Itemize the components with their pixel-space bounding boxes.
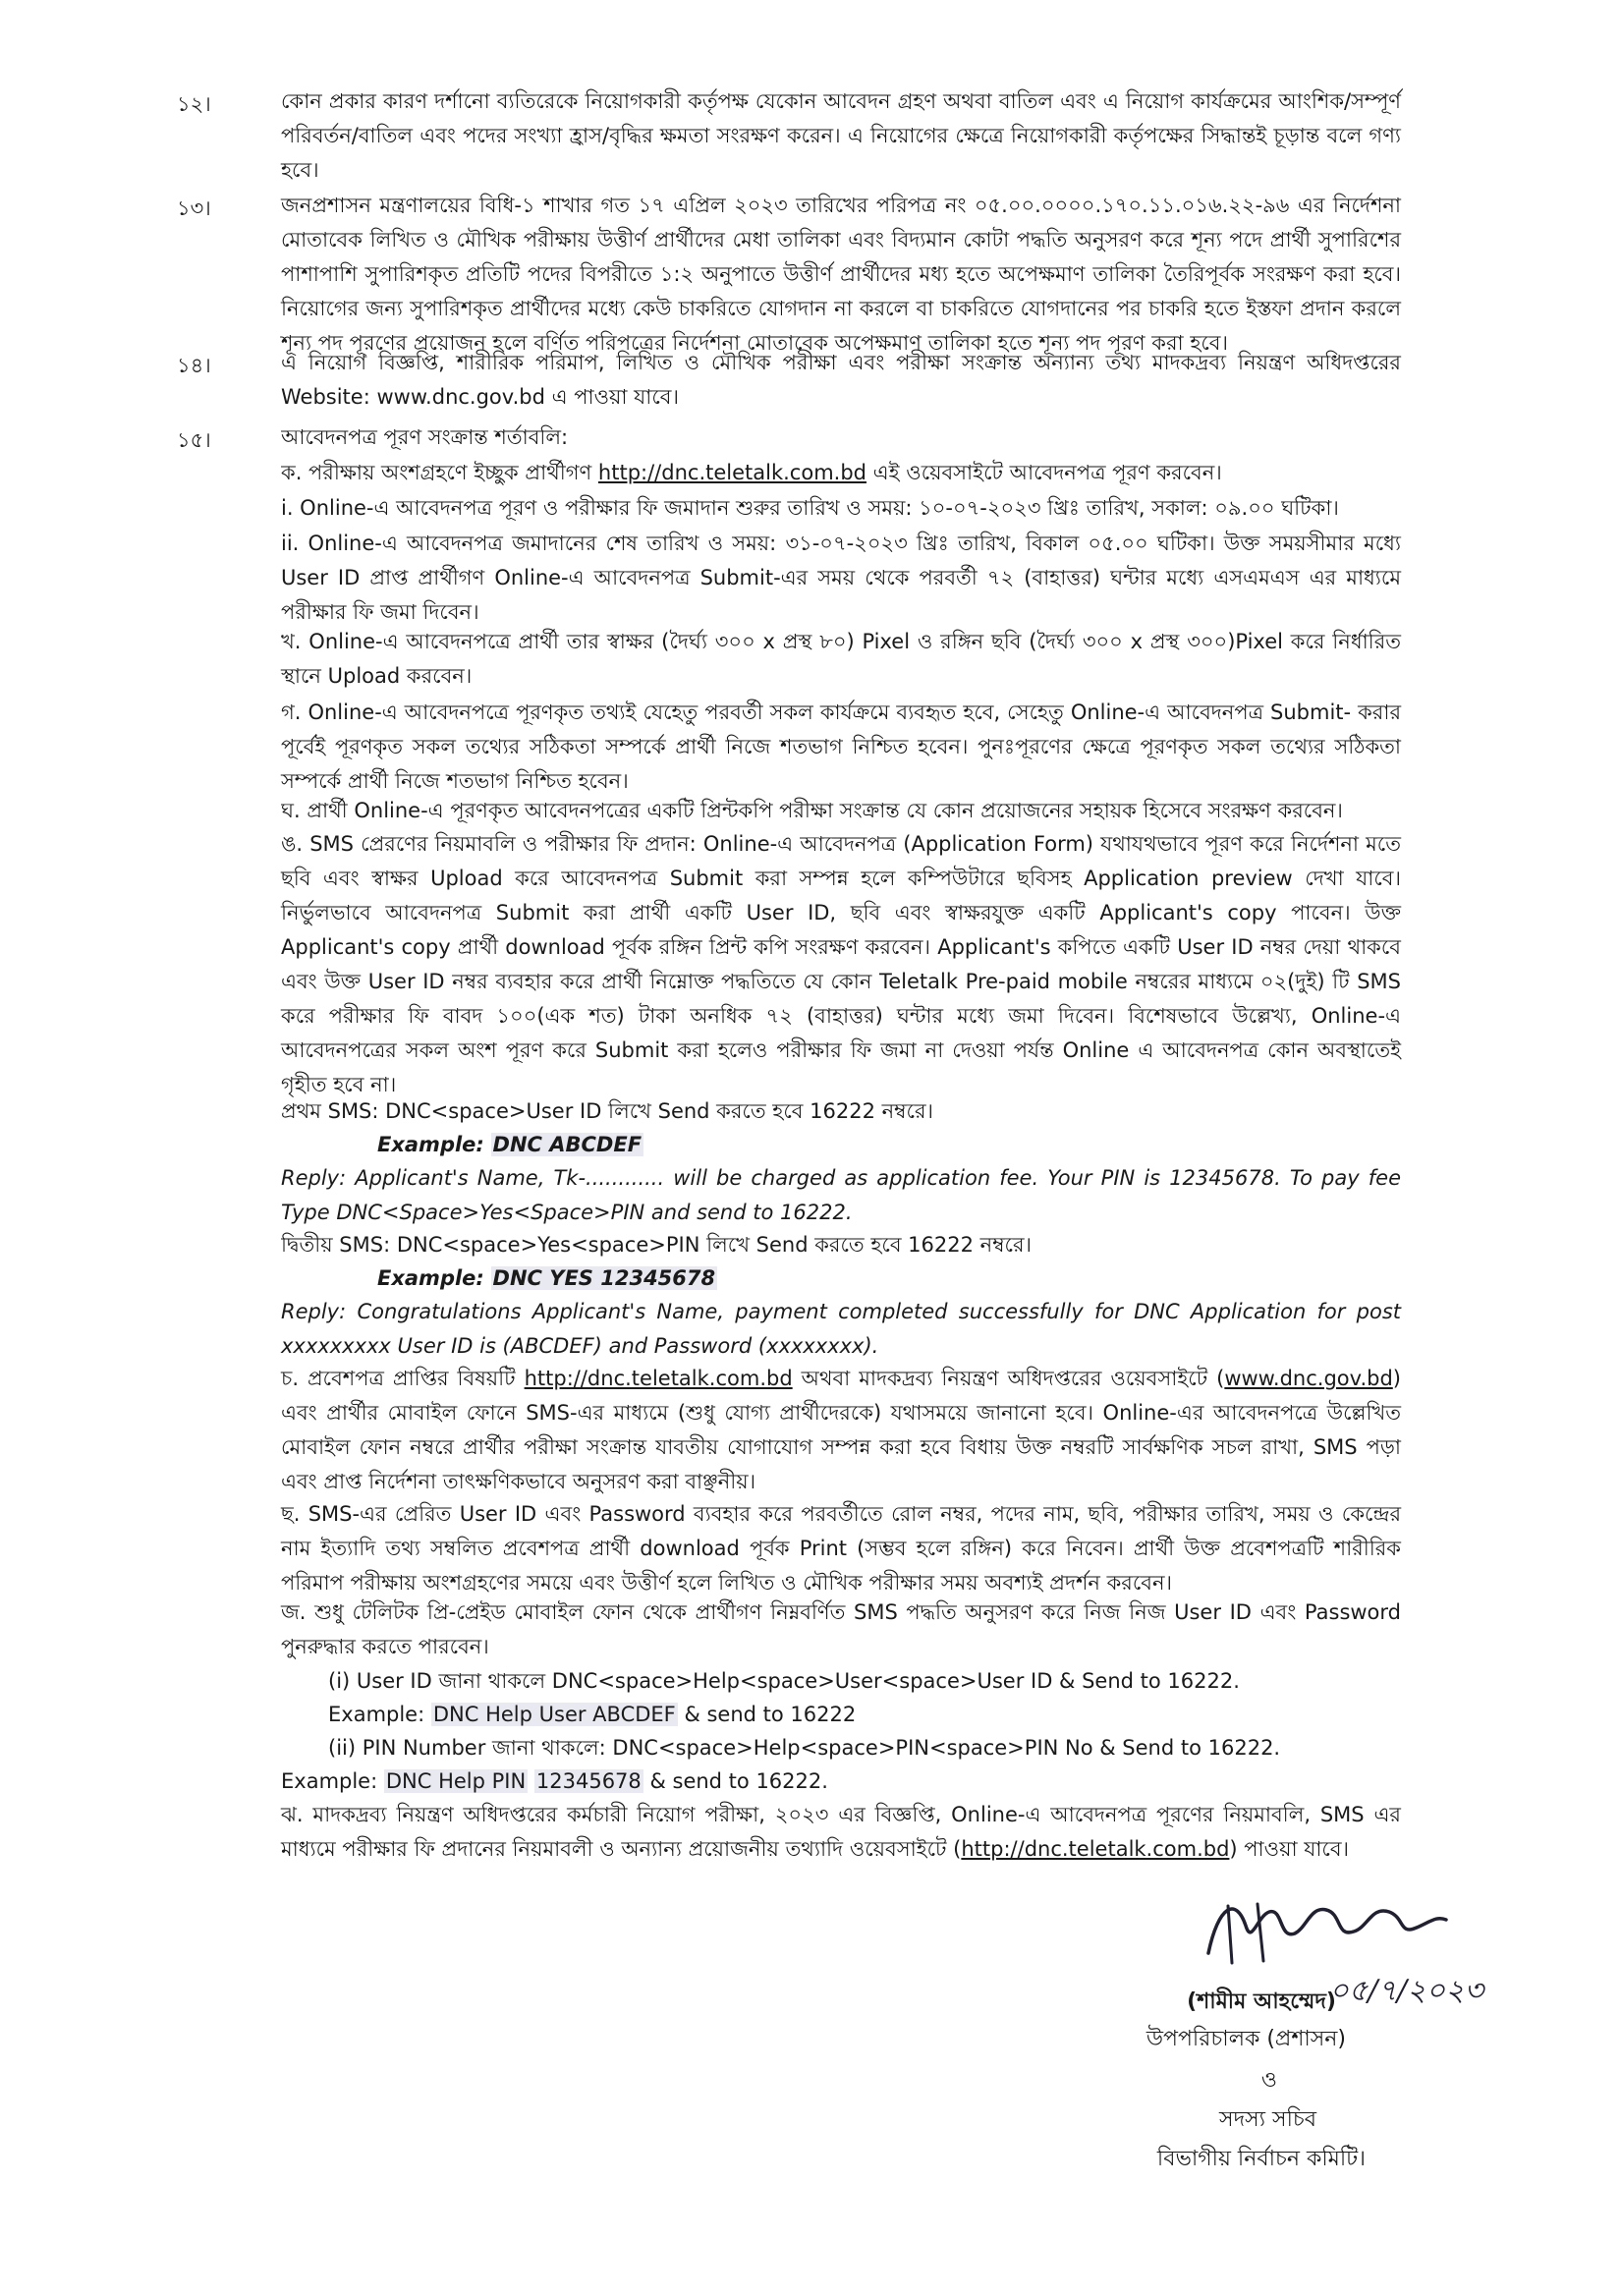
item-13-text: জনপ্রশাসন মন্ত্রণালয়ের বিধি-১ শাখার গত ১৭ এপ্রিল ২০২৩ তারিখের পরিপত্র নং ০৫.০০.০০০০.১৭০.১১.০১৬.২২-৯৬ এর নির্দেশনা মোতাবেক লিখিত ও মৌখিক পরীক্ষায় উত্তীর্ণ প্রার্থীদের মেধা তালিকা এবং বিদ্যমান কোটা পদ্ধতি অনুসরণ করে শূন্য পদে প্রার্থী সুপারিশের পাশাপাশি সুপারিশকৃত প্রতিটি পদের বিপরীতে ১:২ অনুপাতে উত্তীর্ণ প্রার্থীদের মধ্য হতে অপেক্ষমাণ তালিকা তৈরিপূর্বক সংরক্ষণ করা হবে। নিয়োগের জন্য সুপারিশকৃত প্রার্থীদের মধ্যে কেউ চাকরিতে যোগদান না করলে বা চাকরিতে যোগদানের পর চাকরি হতে ইস্তফা প্রদান করলে শূন্য পদ পূরণের প্রয়োজন হলে বর্ণিত পরিপত্রের নির্দেশনা মোতাবেক অপেক্ষমাণ তালিকা হতে শূন্য পদ পূরণ করা হবে। [281,194,1401,355]
signatory-designation: উপপরিচালক (প্রশাসন) [1146,2027,1346,2051]
signatory-name: (শামীম আহম্মেদ) [1187,1989,1336,2014]
teletalk-link[interactable]: http://dnc.teletalk.com.bd [597,461,866,484]
j-example-2-prefix: Example: [281,1769,384,1793]
clause-ng: ঙ. SMS প্রেরণের নিয়মাবলি ও পরীক্ষার ফি প্রদান: Online-এ আবেদনপত্র (Application Form) যথাযথভাবে পূরণ করে নির্দেশনা মতে ছবি এবং স্বাক্ষর Upload করে আবেদনপত্র Submit করা সম্পন্ন হলে কম্পিউটারে ছবিসহ Application preview দেখা যাবে। নির্ভুলভাবে আবেদনপত্র Submit করা প্রার্থী একটি User ID, ছবি এবং স্বাক্ষরযুক্ত একটি Applicant's copy পাবেন। উক্ত Applicant's copy প্রার্থী download পূর্বক রঙ্গিন প্রিন্ট কপি সংরক্ষণ করবেন। Applicant's কপিতে একটি User ID নম্বর দেয়া থাকবে এবং উক্ত User ID নম্বর ব্যবহার করে প্রার্থী নিম্নোক্ত পদ্ধতিতে যে কোন Teletalk Pre-paid mobile নম্বরের মাধ্যমে ০২(দুই) টি SMS করে পরীক্ষার ফি বাবদ ১০০(এক শত) টাকা অনধিক ৭২ (বাহাত্তর) ঘন্টার মধ্যে জমা দিবেন। বিশেষভাবে উল্লেখ্য, Online-এ আবেদনপত্রের সকল অংশ পূরণ করে Submit করা হলেও পরীক্ষার ফি জমা না দেওয়া পর্যন্ত Online এ আবেদনপত্র কোন অবস্থাতেই গৃহীত হবে না। [281,832,1402,1096]
j-example-2-pin: 12345678 [535,1769,642,1793]
handwritten-date: ০৫/৭/২০২৩ [1329,1974,1483,2008]
clause-k-text: ক. পরীক্ষায় অংশগ্রহণে ইচ্ছুক প্রার্থীগণ [281,461,598,484]
clause-chh: ছ. SMS-এর প্রেরিত User ID এবং Password ব্যবহার করে পরবর্তীতে রোল নম্বর, পদের নাম, ছবি, পরীক্ষার তারিখ, সময় ও কেন্দ্রের নাম ইত্যাদি তথ্য সম্বলিত প্রবেশপত্র প্রার্থী download পূর্বক Print (সম্ভব হলে রঙ্গিন) করে নিবেন। প্রার্থী উক্ত প্রবেশপত্রটি শারীরিক পরিমাপ পরীক্ষায় অংশগ্রহণের সময়ে এবং উত্তীর্ণ হলে লিখিত ও মৌখিক পরীক্ষার সময় অবশ্যই প্রদর্শন করবেন। [281,1502,1401,1595]
clause-k-tail: এই ওয়েবসাইটে আবেদনপত্র পূরণ করবেন। [866,461,1222,484]
second-sms-instruction: দ্বিতীয় SMS: DNC<space>Yes<space>PIN লিখে Send করতে হবে 16222 নম্বরে। [281,1233,1033,1257]
clause-k [281,456,1401,490]
dnc-website-link[interactable]: www.dnc.gov.bd [1224,1367,1393,1390]
item-number-13: ১৩। [177,196,211,220]
reply-1: Reply: Applicant's Name, Tk-............ will be charged as application fee. Your PIN is 12345678. To pay fee Type DNC<Space>Yes<Space>PIN and send to 16222. [281,1166,1401,1224]
signatory-role: সদস্য সচিব [1219,2107,1316,2132]
clause-g: গ. Online-এ আবেদনপত্রে পূরণকৃত তথ্যই যেহেতু পরবর্তী সকল কার্যক্রমে ব্যবহৃত হবে, সেহেতু Online-এ আবেদনপত্র Submit- করার পূর্বেই পূরণকৃত সকল তথ্যের সঠিকতা সম্পর্কে প্রার্থী নিজে শতভাগ নিশ্চিত হবেন। পুনঃপূরণের ক্ষেত্রে পূরণকৃত সকল তথ্যের সঠিকতা সম্পর্কে প্রার্থী নিজে শতভাগ নিশ্চিত হবেন। [281,700,1401,793]
clause-ch [281,1362,1401,1499]
item-number-12: ১২। [177,92,211,116]
clause-jh-tail: ) পাওয়া যাবে। [1229,1837,1350,1861]
clause-ch-text: চ. প্রবেশপত্র প্রাপ্তির বিষয়টি [281,1367,525,1390]
teletalk-link-3[interactable]: http://dnc.teletalk.com.bd [961,1837,1230,1861]
clause-gh: ঘ. প্রার্থী Online-এ পূরণকৃত আবেদনপত্রের একটি প্রিন্টকপি পরীক্ষা সংক্রান্ত যে কোন প্রয়োজনের সহায়ক হিসেবে সংরক্ষণ করবেন। [281,799,1343,822]
teletalk-link-2[interactable]: http://dnc.teletalk.com.bd [524,1367,793,1390]
clause-k-ii: ii. Online-এ আবেদনপত্র জমাদানের শেষ তারিখ ও সময়: ৩১-০৭-২০২৩ খ্রিঃ তারিখ, বিকাল ০৫.০০ ঘটিকা। উক্ত সময়সীমার মধ্যে User ID প্রাপ্ত প্রার্থীগণ Online-এ আবেদনপত্র Submit-এর সময় থেকে পরবর্তী ৭২ (বাহাত্তর) ঘন্টার মধ্যে এসএমএস এর মাধ্যমে পরীক্ষার ফি জমা দিবেন। [281,532,1401,624]
example-1-value: DNC ABCDEF [492,1133,643,1156]
reply-2: Reply: Congratulations Applicant's Name, payment completed successfully for DNC Application for post xxxxxxxxx User ID is (ABCDEF) and Password (xxxxxxxx). [281,1300,1401,1358]
clause-j-example-2 [281,1764,828,1799]
signatory-conjunction: ও [1260,2068,1277,2093]
clause-jh-text: ঝ. মাদকদ্রব্য নিয়ন্ত্রণ অধিদপ্তরের কর্মচারী নিয়োগ পরীক্ষা, ২০২৩ এর বিজ্ঞপ্তি, Online-এ আবেদনপত্র পূরণের নিয়মাবলি, SMS এর মাধ্যমে পরীক্ষার ফি প্রদানের নিয়মাবলী ও অন্যান্য প্রয়োজনীয় তথ্যাদি ওয়েবসাইটে ( [281,1803,1401,1861]
item-12-text: কোন প্রকার কারণ দর্শানো ব্যতিরেকে নিয়োগকারী কর্তৃপক্ষ যেকোন আবেদন গ্রহণ অথবা বাতিল এবং এ নিয়োগ কার্যক্রমের আংশিক/সম্পূর্ণ পরিবর্তন/বাতিল এবং পদের সংখ্যা হ্রাস/বৃদ্ধির ক্ষমতা সংরক্ষণ করেন। এ নিয়োগের ক্ষেত্রে নিয়োগকারী কর্তৃপক্ষের সিদ্ধান্তই চূড়ান্ত বলে গণ্য হবে। [281,89,1401,182]
first-sms-instruction: প্রথম SMS: DNC<space>User ID লিখে Send করতে হবে 16222 নম্বরে। [281,1099,934,1123]
example-2-label: Example: [377,1266,484,1290]
clause-k-i: i. Online-এ আবেদনপত্র পূরণ ও পরীক্ষার ফি জমাদান শুরুর তারিখ ও সময়: ১০-০৭-২০২৩ খ্রিঃ তারিখ, সকাল: ০৯.০০ ঘটিকা। [281,496,1339,520]
j-example-1-suffix: & send to 16222 [677,1703,857,1726]
clause-ch-mid: অথবা মাদকদ্রব্য নিয়ন্ত্রণ অধিদপ্তরের ওয়েবসাইটে ( [792,1367,1225,1390]
example-2-value: DNC YES 12345678 [492,1266,716,1290]
example-2 [377,1261,717,1296]
item-number-15: ১৫। [177,428,211,452]
j-example-2-value: DNC Help PIN [385,1769,527,1793]
item-14-text: এ নিয়োগ বিজ্ঞপ্তি, শারীরিক পরিমাপ, লিখিত ও মৌখিক পরীক্ষা এবং পরীক্ষা সংক্রান্ত অন্যান্য তথ্য মাদকদ্রব্য নিয়ন্ত্রণ অধিদপ্তরের Website: www.dnc.gov.bd এ পাওয়া যাবে। [281,351,1401,409]
signature-block [1146,1876,1483,2191]
item-15-heading: আবেদনপত্র পূরণ সংক্রান্ত শর্তাবলি: [281,425,569,449]
j-example-2-space [528,1769,534,1793]
j-example-1-value: DNC Help User ABCDEF [432,1703,676,1726]
example-1 [377,1128,643,1162]
item-number-14: ১৪। [177,354,211,377]
clause-ch-tail: ) এবং প্রার্থীর মোবাইল ফোনে SMS-এর মাধ্যমে (শুধু যোগ্য প্রার্থীদেরকে) যথাসময়ে জানানো হবে। Online-এর আবেদনপত্রে উল্লেখিত মোবাইল ফোন নম্বরে প্রার্থীর পরীক্ষা সংক্রান্ত যাবতীয় যোগাযোগ সম্পন্ন করা হবে বিধায় উক্ত নম্বরটি সার্বক্ষণিক সচল রাখা, SMS পড়া এবং প্রাপ্ত নির্দেশনা তাৎক্ষণিকভাবে অনুসরণ করা বাঞ্ছনীয়। [281,1367,1401,1493]
clause-j-example-1 [328,1698,856,1732]
clause-j-i: (i) User ID জানা থাকলে DNC<space>Help<space>User<space>User ID & Send to 16222. [328,1669,1240,1693]
clause-jh [281,1798,1401,1867]
j-example-2-suffix: & send to 16222. [643,1769,828,1793]
example-1-label: Example: [377,1133,484,1156]
clause-j: জ. শুধু টেলিটক প্রি-প্রেইড মোবাইল ফোন থেকে প্রার্থীগণ নিম্নবর্ণিত SMS পদ্ধতি অনুসরণ করে নিজ নিজ User ID এবং Password পুনরুদ্ধার করতে পারবেন। [281,1600,1401,1658]
j-example-1-prefix: Example: [328,1703,431,1726]
committee-name: বিভাগীয় নির্বাচন কমিটি। [1156,2147,1366,2171]
clause-j-ii: (ii) PIN Number জানা থাকলে: DNC<space>Help<space>PIN<space>PIN No & Send to 16222. [328,1736,1281,1760]
clause-kh: খ. Online-এ আবেদনপত্রে প্রার্থী তার স্বাক্ষর (দৈর্ঘ্য ৩০০ x প্রস্থ ৮০) Pixel ও রঙ্গিন ছবি (দৈর্ঘ্য ৩০০ x প্রস্থ ৩০০)Pixel করে নির্ধারিত স্থানে Upload করবেন। [281,630,1401,688]
